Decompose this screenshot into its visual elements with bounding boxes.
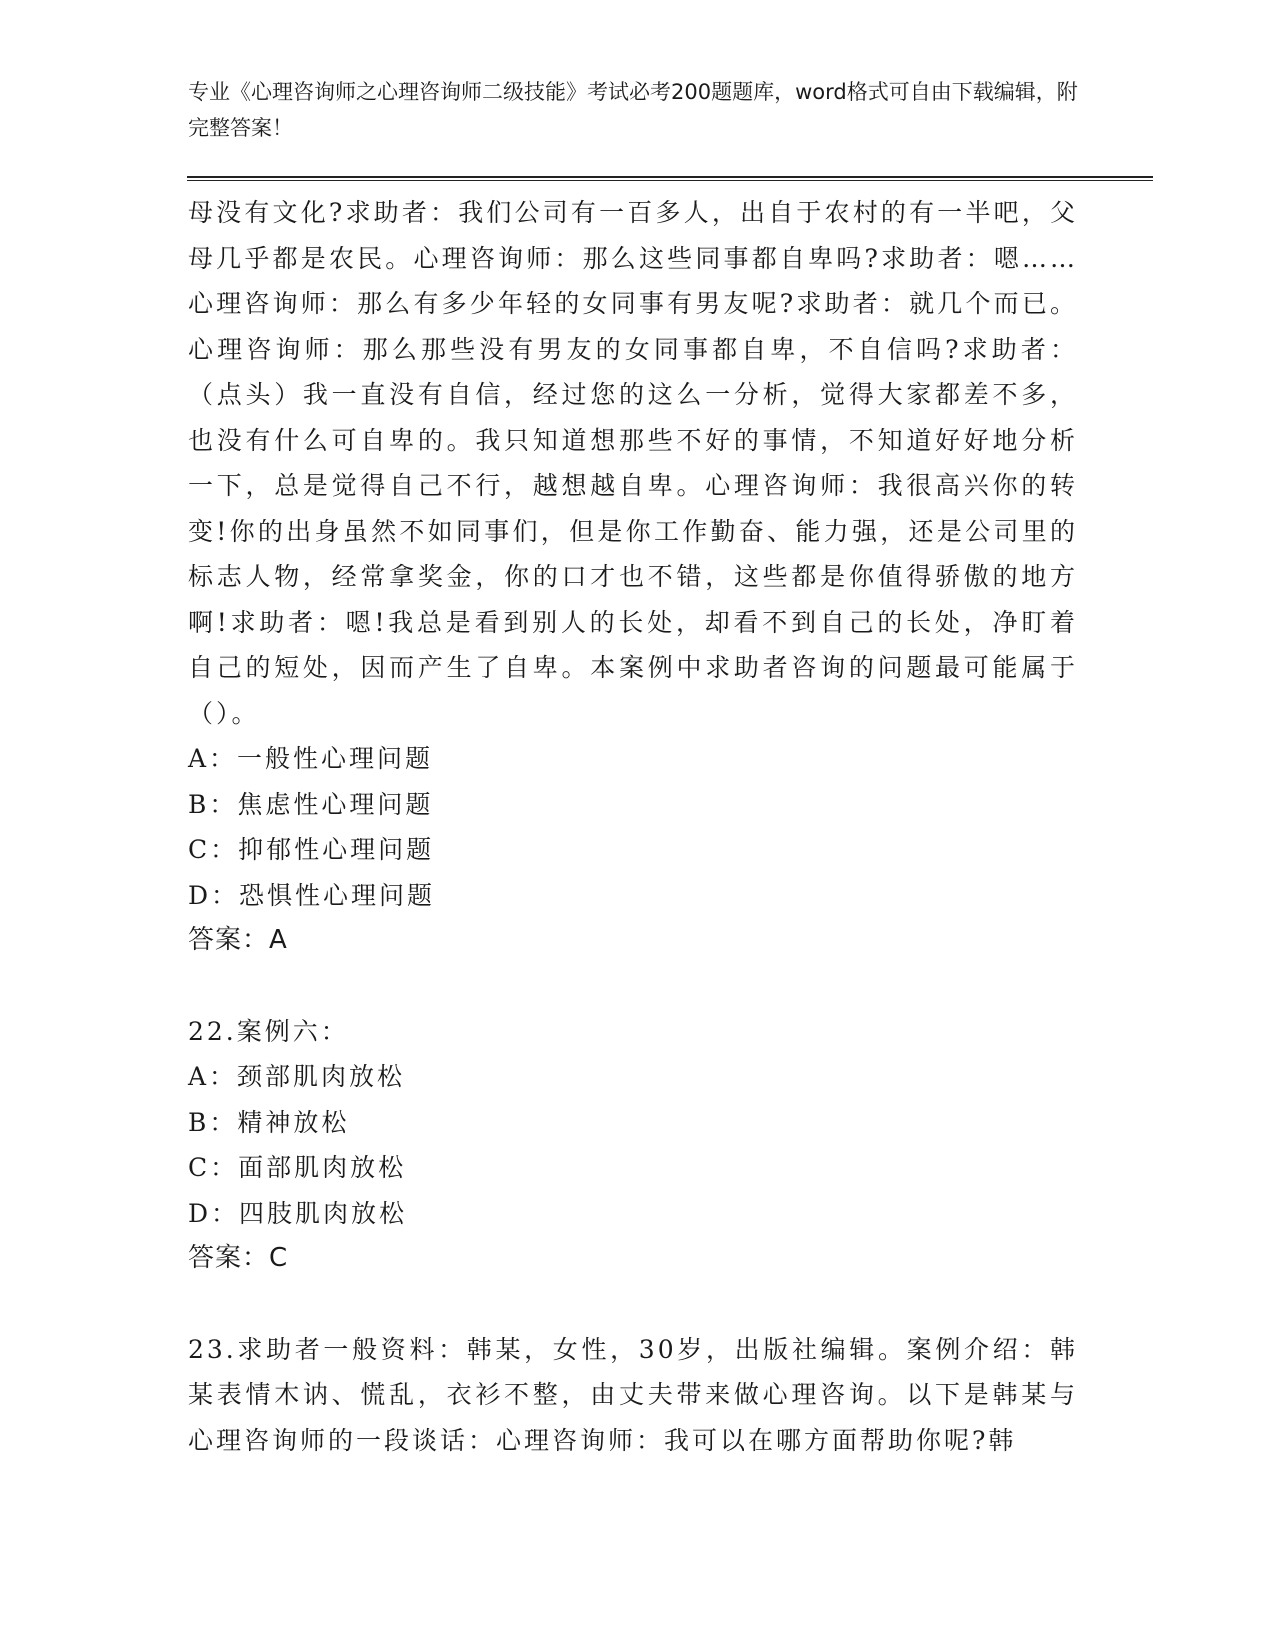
question-22 (188, 1009, 1078, 1282)
question-22-option-b: B：精神放松 (188, 1107, 350, 1137)
question-23 (188, 1327, 1078, 1464)
question-21-option-a: A：一般性心理问题 (188, 744, 434, 773)
question-spacer (188, 964, 1078, 1009)
question-22-answer: 答案：C (188, 1243, 289, 1273)
document-header (188, 74, 1088, 146)
question-21-text: 母没有文化?求助者：我们公司有一百多人，出自于农村的有一半吧，父母几乎都是农民。心理咨询师：那么这些同事都自卑吗?求助者：嗯……心理咨询师：那么有多少年轻的女同事有男友呢?求助者：就几个而已。心理咨询师：那么那些没有男友的女同事都自卑，不自信吗?求助者：（点头）我一直没有自信，经过您的这么一分析，觉得大家都差不多，也没有什么可自卑的。我只知道想那些不好的事情，不知道好好地分析一下，总是觉得自己不行，越想越自卑。心理咨询师：我很高兴你的转变!你的出身虽然不如同事们，但是你工作勤奋、能力强，还是公司里的标志人物，经常拿奖金，你的口才也不错，这些都是你值得骄傲的地方啊!求助者：嗯!我总是看到别人的长处，却看不到自己的长处，净盯着自己的短处，因而产生了自卑。本案例中求助者咨询的问题最可能属于（）。 (188, 198, 1078, 728)
document-title: 专业《心理咨询师之心理咨询师二级技能》考试必考200题题库，word格式可自由下载编辑，附完整答案！ (188, 80, 1078, 140)
question-21-option-b: B：焦虑性心理问题 (188, 789, 434, 819)
question-21-option-c: C：抑郁性心理问题 (188, 835, 435, 864)
document-body (188, 190, 1078, 1463)
question-22-stem: 22.案例六： (188, 1016, 349, 1046)
question-21-option-d: D：恐惧性心理问题 (188, 880, 436, 910)
question-21-answer: 答案：A (188, 925, 288, 955)
question-21 (188, 190, 1078, 964)
question-22-option-a: A：颈部肌肉放松 (188, 1062, 406, 1091)
header-divider (187, 176, 1153, 181)
question-22-option-d: D：四肢肌肉放松 (188, 1198, 408, 1228)
question-23-stem: 23.求助者一般资料：韩某，女性，30岁，出版社编辑。案例介绍：韩某表情木讷、慌乱，衣衫不整，由丈夫带来做心理咨询。以下是韩某与心理咨询师的一段谈话：心理咨询师：我可以在哪方面帮助你呢?韩 (188, 1334, 1078, 1455)
question-22-option-c: C：面部肌肉放松 (188, 1153, 407, 1182)
question-spacer (188, 1282, 1078, 1327)
